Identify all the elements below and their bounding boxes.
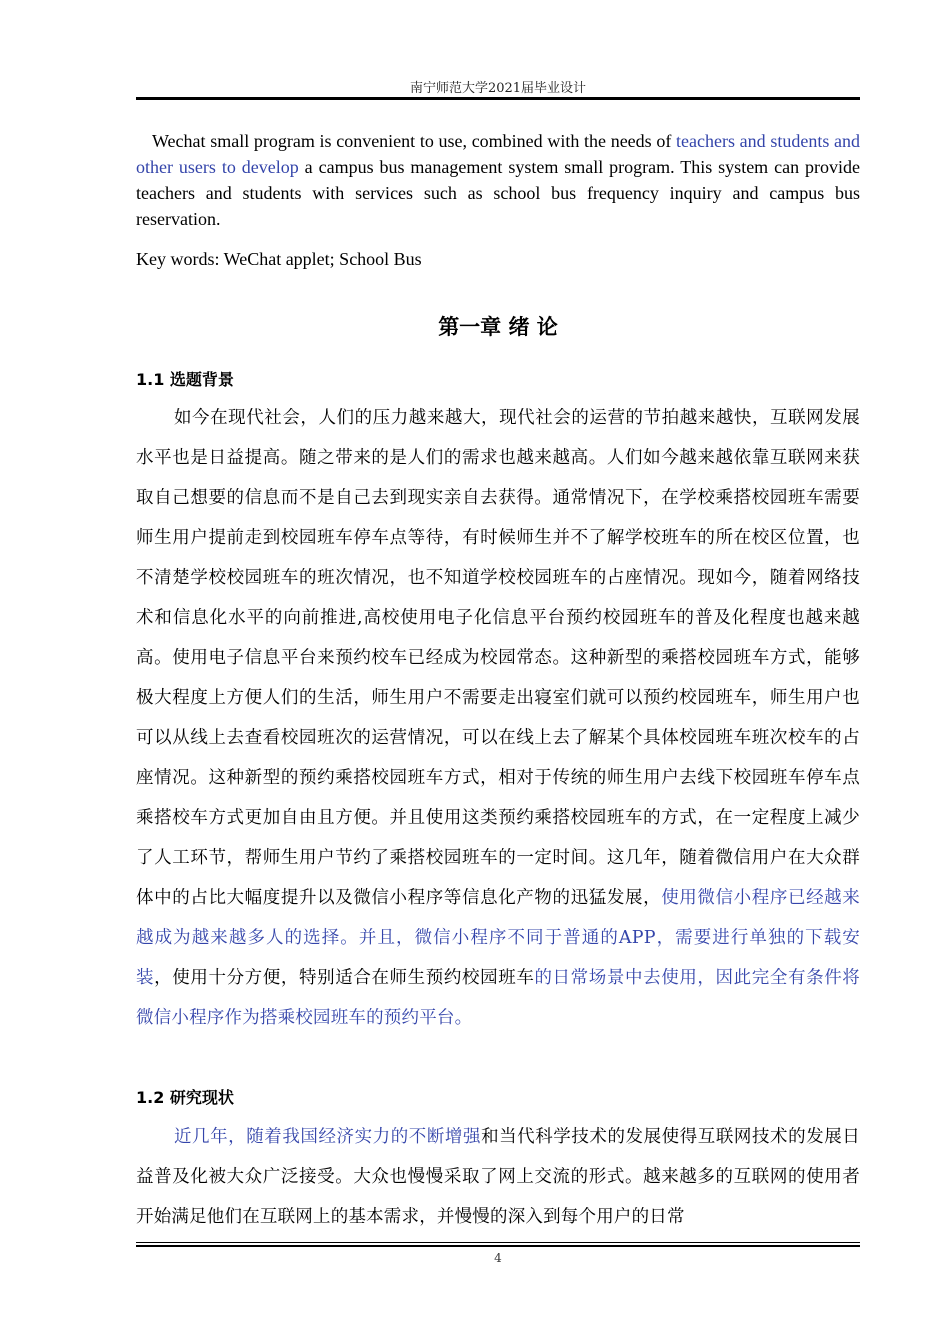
running-header: 南宁师范大学2021届毕业设计 [409,81,587,96]
section-1-1-text-mid: ，使用十分方便，特别适合在师生预约校园班车 [154,968,535,988]
section-1-1-paragraph [136,398,860,1038]
section-1-2-highlight: 近几年，随着我国经济实力的不断增强 [174,1127,482,1147]
page-number: 4 [494,1251,502,1265]
header-rule [136,97,860,100]
footer-rule-thick [136,1245,860,1247]
abstract-text-1: Wechat small program is convenient to use, combined with the needs of [152,131,677,151]
section-heading-1-1: 1.1 选题背景 [136,370,234,389]
section-1-1-highlight-2: 的日常场景中去使用，因此完全有条件将微信小程序作为搭乘校园班车的预约平台。 [136,968,861,1028]
keywords-line: Key words: WeChat applet; School Bus [136,249,422,269]
abstract-text-2: a campus bus management system small program. This system can provide teachers and students with services such as school bus frequency inquiry and campus bus reservation. [136,157,860,229]
chapter-title: 第一章 绪 论 [438,315,558,339]
abstract-paragraph [136,128,860,232]
section-1-1-text: 如今在现代社会，人们的压力越来越大，现代社会的运营的节拍越来越快，互联网发展水平也是日益提高。随之带来的是人们的需求也越来越高。人们如今越来越依靠互联网来获取自己想要的信息而不是自己去到现实亲自去获得。通常情况下，在学校乘搭校园班车需要师生用户提前走到校园班车停车点等待，有时候师生并不了解学校班车的所在校区位置，也不清楚学校校园班车的班次情况，也不知道学校校园班车的占座情况。现如今，随着网络技术和信息化水平的向前推进,高校使用电子化信息平台预约校园班车的普及化程度也越来越高。使用电子信息平台来预约校车已经成为校园常态。这种新型的乘搭校园班车方式，能够极大程度上方便人们的生活，师生用户不需要走出寝室们就可以预约校园班车，师生用户也可以从线上去查看校园班次的运营情况，可以在线上去了解某个具体校园班车班次校车的占座情况。这种新型的预约乘搭校园班车方式，相对于传统的师生用户去线下校园班车停车点乘搭校车方式更加自由且方便。并且使用这类预约乘搭校园班车的方式，在一定程度上减少了人工环节，帮师生用户节约了乘搭校园班车的一定时间。这几年，随着微信用户在大众群体中的占比大幅度提升以及微信小程序等信息化产物的迅猛发展， [136,408,860,908]
section-1-1-highlight-1: 使用微信小程序已经越来越成为越来越多人的选择。并且，微信小程序不同于普通的APP，需要进行单独的下载安装 [136,888,860,988]
section-1-2-paragraph [136,1117,860,1237]
section-heading-1-2: 1.2 研究现状 [136,1088,234,1107]
section-1-2-text: 和当代科学技术的发展使得互联网技术的发展日益普及化被大众广泛接受。大众也慢慢采取了网上交流的形式。越来越多的互联网的使用者开始满足他们在互联网上的基本需求，并慢慢的深入到每个用户的日常 [136,1127,860,1227]
abstract-highlight: teachers and students and other users to develop [136,131,860,177]
footer-rule [136,1242,860,1243]
